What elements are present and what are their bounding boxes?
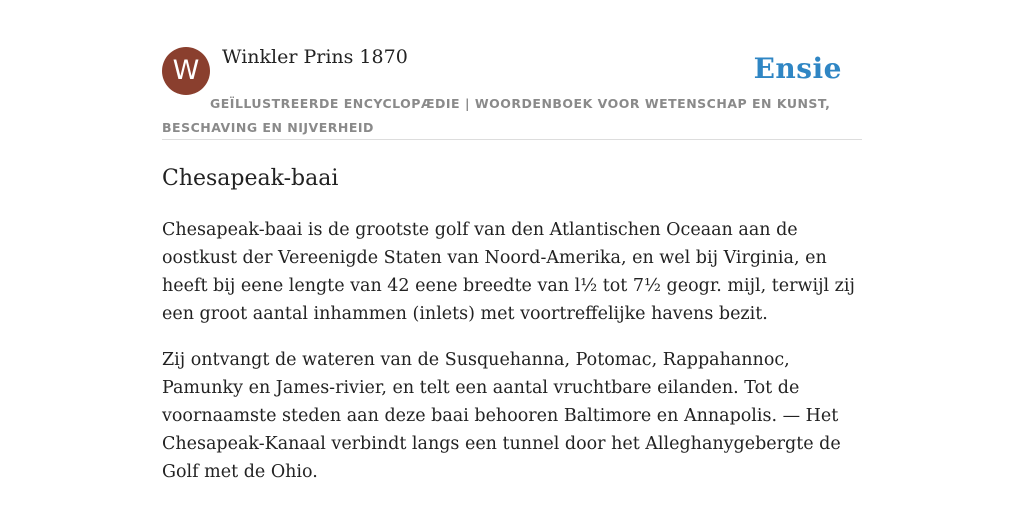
header-divider (162, 139, 862, 140)
article (162, 164, 864, 486)
article-title: Chesapeak-baai (162, 166, 339, 191)
avatar[interactable]: W (162, 47, 210, 95)
source-subtitle: GEÏLLUSTREERDE ENCYCLOPÆDIE | WOORDENBOEK VOOR WETENSCHAP EN KUNST, BESCHAVING EN NIJVERHEID (162, 96, 831, 135)
article-paragraph-1: Chesapeak-baai is de grootste golf van den Atlantischen Oceaan aan de oostkust der Vereenigde Staten van Noord-Amerika, en wel bij Virginia, en heeft bij eene lengte van 42 eene breedte van l½ tot 7½ geogr. mijl, terwijl zij een groot aantal inhammen (inlets) met voortreffelijke havens bezit. (162, 220, 855, 324)
brand-logo-link[interactable]: Ensie (753, 52, 842, 85)
source-title-link[interactable]: Winkler Prins 1870 (222, 46, 408, 68)
article-paragraph-2: Zij ontvangt de wateren van de Susquehanna, Potomac, Rappahannoc, Pamunky en James-rivier, en telt een aantal vruchtbare eilanden. Tot de voornaamste steden aan deze baai behooren Baltimore en Annapolis. — Het Chesapeak-Kanaal verbindt langs een tunnel door het Alleghanygebergte de Golf met de Ohio. (162, 350, 841, 482)
